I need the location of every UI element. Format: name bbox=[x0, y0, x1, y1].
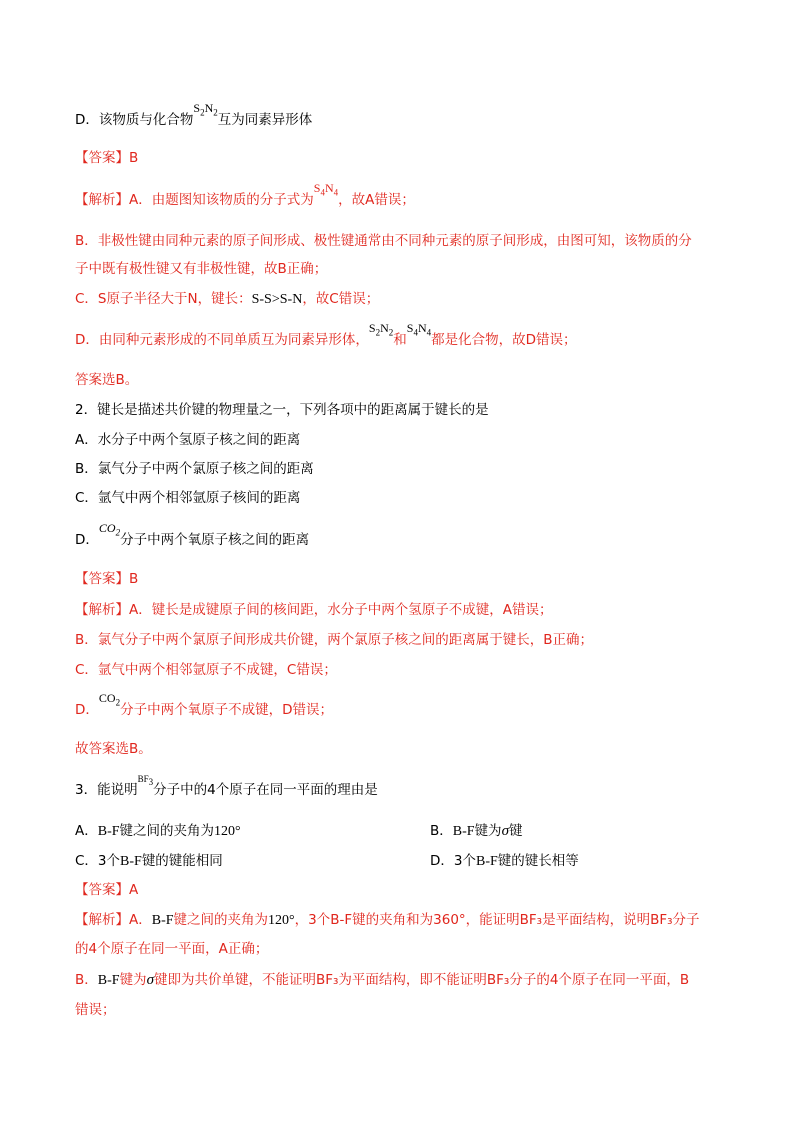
q1-option-d: D．该物质与化合物$S_2N_2$互为同素异形体 bbox=[75, 101, 313, 128]
q3-option-b: B．B-F键为σ键 bbox=[430, 823, 523, 839]
bond-length-inequality: S-S>S-N bbox=[251, 292, 303, 307]
q3-answer: 【答案】A bbox=[75, 882, 139, 898]
q2-option-d: D．$CO_2$分子中两个氧原子核之间的距离 bbox=[75, 521, 310, 548]
q1-explanation-d: D．由同种元素形成的不同单质互为同素异形体，$S_2N_2$和$S_4N_4$都是化合物，故D错误； bbox=[75, 321, 577, 348]
q3-explanation-b-line1: B．B-F键为σ键即为共价单键，不能证明BF₃为平面结构，即不能证明BF₃分子的4个原子在同一平面，B bbox=[75, 972, 690, 988]
q1-explanation-a: 【解析】A．由题图知该物质的分子式为$S_4N_4$，故A错误； bbox=[75, 181, 415, 208]
s2n2-formula: $S_2N_2$ bbox=[193, 101, 218, 118]
bf3-formula: BF3 bbox=[137, 774, 154, 787]
s2n2-formula: $S_2N_2$ bbox=[368, 321, 394, 338]
q2-explanation-d: D．$CO_2$分子中两个氧原子不成键，D错误； bbox=[75, 691, 333, 718]
q3-explanation-a-line1: 【解析】A．B-F键之间的夹角为120°，3个B-F键的夹角和为360°，能证明BF₃是平面结构，说明BF₃分子 bbox=[75, 912, 700, 928]
q2-explanation-c: C．氩气中两个相邻氩原子不成键，C错误； bbox=[75, 662, 337, 678]
s4n4-formula: $S_4N_4$ bbox=[313, 181, 339, 198]
q3-option-c: C．3个B-F键的键能相同 bbox=[75, 853, 223, 869]
q2-option-c: C．氩气中两个相邻氩原子核间的距离 bbox=[75, 490, 301, 506]
q2-conclusion: 故答案选B。 bbox=[75, 741, 152, 757]
q3-explanation-a-line2: 的4个原子在同一平面，A正确； bbox=[75, 941, 269, 957]
q3-explanation-b-line2: 错误； bbox=[75, 1002, 116, 1018]
q2-answer: 【答案】B bbox=[75, 571, 139, 587]
q1-answer: 【答案】B bbox=[75, 150, 139, 166]
s4n4-formula: $S_4N_4$ bbox=[406, 321, 432, 338]
q2-explanation-a: 【解析】A．键长是成键原子间的核间距，水分子中两个氢原子不成键，A错误； bbox=[75, 602, 553, 618]
q2-stem: 2．键长是描述共价键的物理量之一，下列各项中的距离属于键长的是 bbox=[75, 402, 489, 418]
q2-option-b: B．氯气分子中两个氯原子核之间的距离 bbox=[75, 461, 314, 477]
q3-option-a: A．B-F键之间的夹角为120° bbox=[75, 823, 241, 839]
q3-options-row1 bbox=[75, 821, 725, 842]
q1-explanation-c: C．S原子半径大于N，键长：S-S>S-N，故C错误； bbox=[75, 291, 380, 307]
q1-conclusion: 答案选B。 bbox=[75, 372, 139, 388]
co2-formula: $CO_2$ bbox=[98, 521, 121, 538]
q2-explanation-b: B．氯气分子中两个氯原子间形成共价键，两个氯原子核之间的距离属于键长，B正确； bbox=[75, 632, 594, 648]
q3-stem: 3．能说明$^{BF_3}$分子中的4个原子在同一平面的理由是 bbox=[75, 774, 378, 798]
q1-explanation-b-line1: B．非极性键由同种元素的原子间形成、极性键通常由不同种元素的原子间形成，由图可知，该物质的分 bbox=[75, 233, 692, 249]
q3-option-d: D．3个B-F键的键长相等 bbox=[430, 853, 579, 869]
q1-explanation-b-line2: 子中既有极性键又有非极性键，故B正确； bbox=[75, 261, 328, 277]
q3-options-row2 bbox=[75, 851, 725, 872]
co2-formula: $CO_2$ bbox=[98, 691, 121, 708]
q2-option-a: A．水分子中两个氢原子核之间的距离 bbox=[75, 432, 301, 448]
